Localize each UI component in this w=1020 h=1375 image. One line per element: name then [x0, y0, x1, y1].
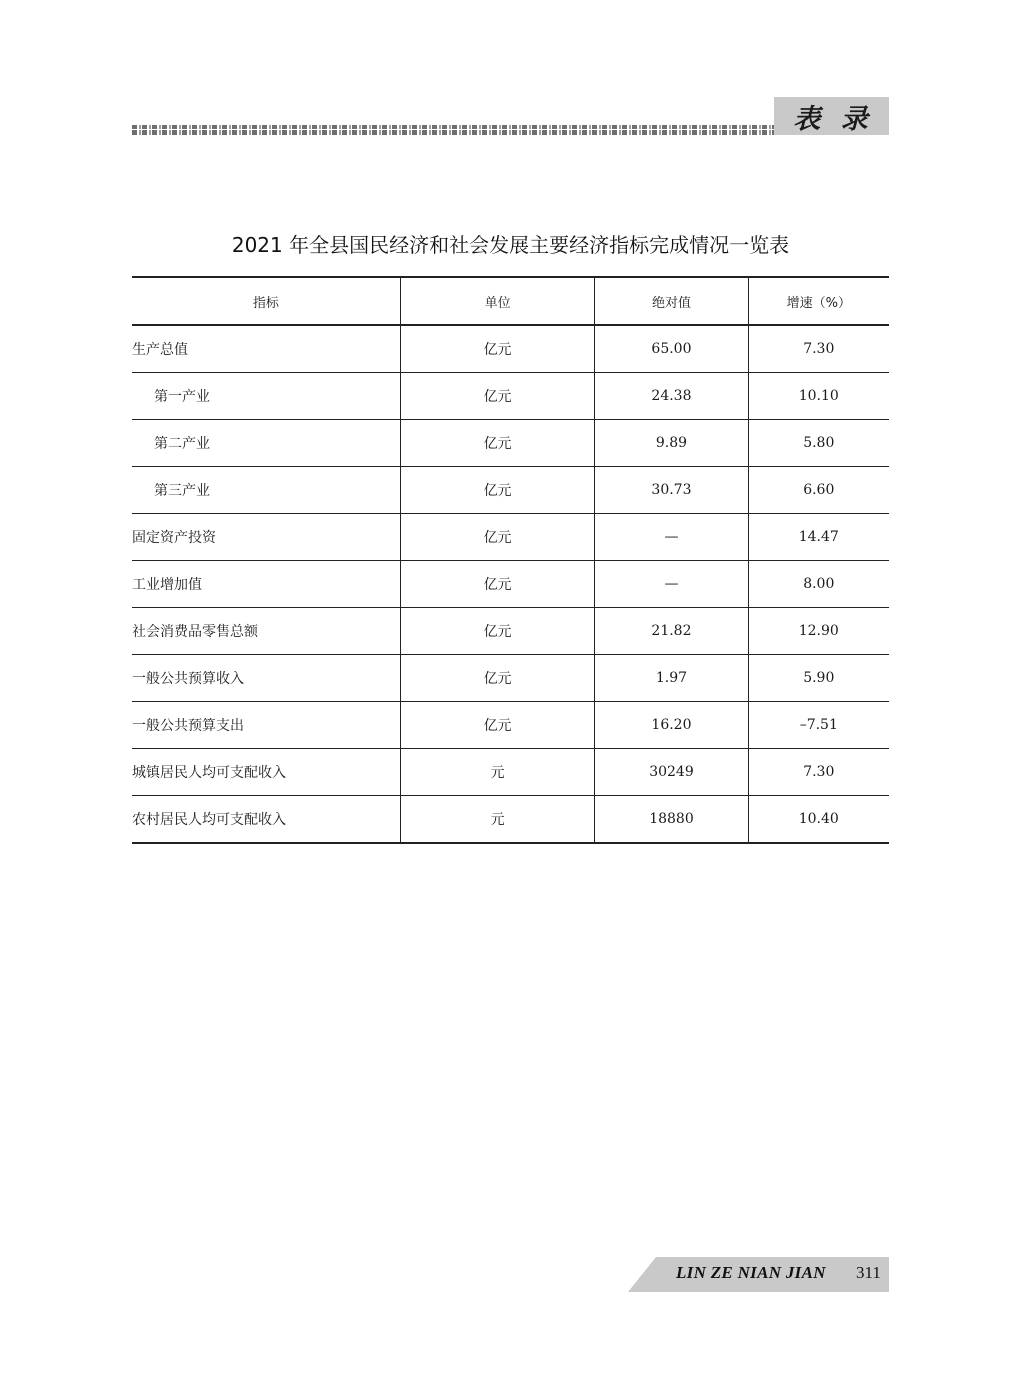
column-header-indicator: 指标 [132, 277, 400, 325]
section-label-char-1: 表 [793, 103, 823, 135]
indicator-growth: –7.51 [748, 702, 889, 749]
indicator-name: 第二产业 [132, 420, 400, 467]
indicator-growth: 7.30 [748, 325, 889, 373]
indicator-growth: 7.30 [748, 749, 889, 796]
indicator-name: 生产总值 [132, 325, 400, 373]
table-title: 2021 年全县国民经济和社会发展主要经济指标完成情况一览表 [231, 233, 790, 257]
section-tab [774, 97, 889, 135]
indicator-growth: 5.80 [748, 420, 889, 467]
indicator-value: 16.20 [595, 702, 748, 749]
indicators-table [132, 276, 889, 844]
indicator-growth: 10.40 [748, 796, 889, 844]
indicator-value: 21.82 [595, 608, 748, 655]
column-header-growth-rate: 增速（%） [748, 277, 889, 325]
column-header-absolute-value: 绝对值 [595, 277, 748, 325]
table-row [132, 702, 889, 749]
table-row [132, 467, 889, 514]
indicator-value: 65.00 [595, 325, 748, 373]
indicator-growth: 14.47 [748, 514, 889, 561]
indicator-name: 一般公共预算收入 [132, 655, 400, 702]
indicator-unit: 亿元 [400, 420, 595, 467]
indicator-growth: 8.00 [748, 561, 889, 608]
indicator-name: 工业增加值 [132, 561, 400, 608]
indicator-unit: 元 [400, 796, 595, 844]
header-ornament-rule [132, 125, 774, 135]
indicator-unit: 亿元 [400, 702, 595, 749]
indicator-value: — [595, 561, 748, 608]
table-header-row [132, 277, 889, 325]
column-header-unit: 单位 [400, 277, 595, 325]
indicator-value: 30249 [595, 749, 748, 796]
indicator-unit: 亿元 [400, 467, 595, 514]
indicator-value: 24.38 [595, 373, 748, 420]
indicator-value: — [595, 514, 748, 561]
indicator-unit: 亿元 [400, 655, 595, 702]
table-row [132, 608, 889, 655]
indicator-unit: 亿元 [400, 561, 595, 608]
section-label-char-2: 录 [840, 103, 870, 135]
publication-name: LIN ZE NIAN JIAN [676, 1263, 826, 1282]
indicator-unit: 亿元 [400, 514, 595, 561]
page-number: 311 [856, 1263, 881, 1282]
indicator-unit: 亿元 [400, 325, 595, 373]
table-row [132, 514, 889, 561]
indicator-value: 9.89 [595, 420, 748, 467]
indicator-name: 农村居民人均可支配收入 [132, 796, 400, 844]
table-row [132, 561, 889, 608]
table-row [132, 325, 889, 373]
indicator-growth: 5.90 [748, 655, 889, 702]
indicator-name: 第一产业 [132, 373, 400, 420]
table-row [132, 373, 889, 420]
indicator-value: 30.73 [595, 467, 748, 514]
indicator-value: 1.97 [595, 655, 748, 702]
table-row [132, 796, 889, 844]
indicator-name: 一般公共预算支出 [132, 702, 400, 749]
indicator-name: 城镇居民人均可支配收入 [132, 749, 400, 796]
indicator-name: 固定资产投资 [132, 514, 400, 561]
indicator-name: 第三产业 [132, 467, 400, 514]
table-row [132, 420, 889, 467]
indicator-name: 社会消费品零售总额 [132, 608, 400, 655]
table-row [132, 749, 889, 796]
indicator-unit: 元 [400, 749, 595, 796]
indicator-unit: 亿元 [400, 608, 595, 655]
indicator-value: 18880 [595, 796, 748, 844]
indicator-growth: 10.10 [748, 373, 889, 420]
indicator-unit: 亿元 [400, 373, 595, 420]
indicator-growth: 12.90 [748, 608, 889, 655]
indicator-growth: 6.60 [748, 467, 889, 514]
table-row [132, 655, 889, 702]
